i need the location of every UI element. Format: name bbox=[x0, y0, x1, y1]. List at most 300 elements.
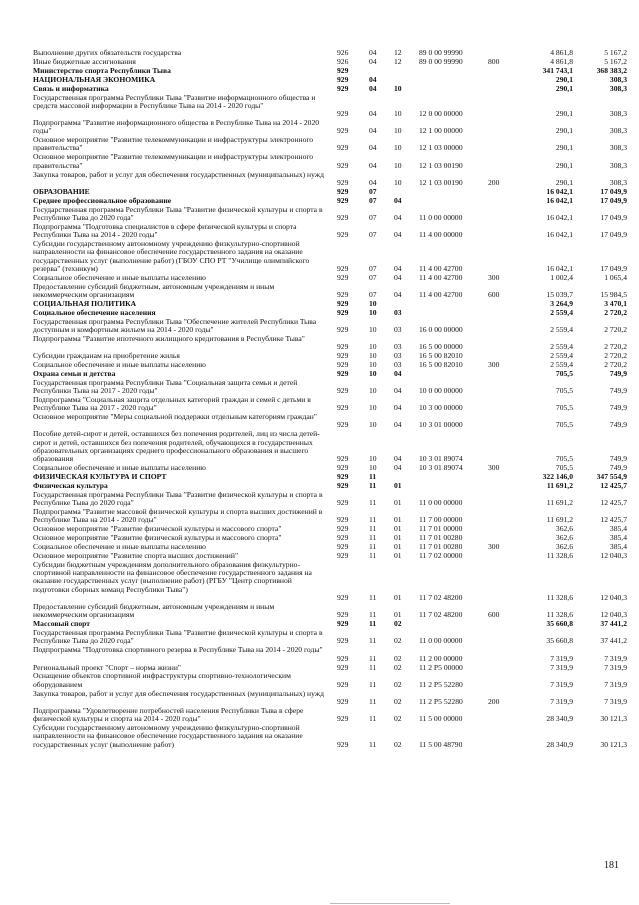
row-cell-c3: 04 bbox=[394, 212, 402, 222]
row-cell-c7: 7 319,9 bbox=[604, 662, 627, 672]
table-row bbox=[33, 136, 627, 153]
row-cell-c7: 37 441,2 bbox=[600, 636, 627, 646]
row-cell-c3: 04 bbox=[394, 368, 402, 378]
row-cell-c4: 11 4 00 42700 bbox=[419, 272, 463, 282]
row-cell-c6: 16 042,1 bbox=[546, 263, 573, 273]
row-cell-c1: 929 bbox=[337, 65, 349, 75]
row-name: Основное мероприятие "Меры социальной поддержки отдельным категориям граждан" bbox=[33, 412, 317, 422]
row-name: Иные бюджетные ассигнования bbox=[33, 56, 136, 66]
row-cell-c2: 10 bbox=[369, 351, 377, 361]
row-name: Пособие детей-сирот и детей, оставшихся без попечения родителей, лиц из числа детей-сирот и детей, оставшихся без попечения родителей, обучающихся в государственных образовательных организациях среднего профессионального образования и высшего образования bbox=[33, 429, 320, 464]
row-cell-c2: 10 bbox=[369, 420, 377, 430]
row-cell-c1: 926 bbox=[337, 56, 349, 66]
row-cell-c4: 10 0 00 00000 bbox=[419, 386, 463, 396]
row-cell-c2: 11 bbox=[369, 662, 377, 672]
row-cell-c1: 929 bbox=[337, 739, 349, 749]
row-name: НАЦИОНАЛЬНАЯ ЭКОНОМИКА bbox=[33, 74, 156, 84]
row-cell-c4: 16 0 00 00000 bbox=[419, 324, 463, 334]
row-cell-c6: 11 328,6 bbox=[546, 610, 573, 620]
row-cell-c2: 10 bbox=[369, 360, 377, 369]
row-cell-c7: 308,3 bbox=[609, 74, 627, 84]
row-cell-c1: 929 bbox=[337, 542, 349, 552]
row-cell-c7: 7 319,9 bbox=[604, 696, 627, 706]
row-cell-c6: 2 559,4 bbox=[550, 307, 573, 317]
row-cell-c6: 7 319,9 bbox=[550, 662, 573, 672]
row-name: Государственная программа Республики Тыва "Социальная защита семьи и детей Республики Тыва на 2017 - 2020 годы" bbox=[33, 377, 298, 396]
row-cell-c1: 929 bbox=[337, 619, 349, 629]
row-cell-c1: 929 bbox=[337, 186, 349, 196]
row-cell-c1: 929 bbox=[337, 533, 349, 543]
row-name: Основное мероприятие "Развитие телекоммуникации и инфраструктуры электронного правительства" bbox=[33, 152, 314, 170]
row-cell-c7: 3 470,1 bbox=[604, 298, 627, 308]
row-cell-c3: 12 bbox=[394, 56, 402, 66]
row-cell-c7: 385,4 bbox=[609, 542, 627, 552]
row-name: Подпрограмма "Развитие информационного общества в Республике Тыва на 2014 - 2020 годы" bbox=[33, 118, 320, 136]
row-cell-c3: 02 bbox=[394, 679, 402, 689]
row-cell-c7: 17 049,9 bbox=[600, 230, 627, 240]
row-cell-c3: 01 bbox=[394, 610, 402, 620]
row-cell-c4: 10 3 01 89074 bbox=[419, 454, 463, 464]
row-cell-c3: 04 bbox=[394, 272, 402, 282]
row-cell-c7: 308,3 bbox=[609, 143, 627, 153]
row-cell-c6: 16 042,1 bbox=[546, 212, 573, 222]
row-cell-c7: 2 720,2 bbox=[604, 351, 627, 361]
row-cell-c2: 11 bbox=[369, 610, 377, 620]
row-cell-c6: 7 319,9 bbox=[550, 653, 573, 663]
table-row bbox=[33, 119, 627, 136]
row-cell-c7: 749,9 bbox=[609, 368, 627, 378]
row-cell-c6: 290,1 bbox=[555, 109, 573, 119]
row-cell-c1: 929 bbox=[337, 403, 349, 413]
table-row bbox=[33, 309, 627, 317]
row-name: Основное мероприятие "Развитие телекоммуникации и инфраструктуры электронного правительства" bbox=[33, 135, 314, 153]
table-row bbox=[33, 58, 627, 66]
row-cell-c4: 11 4 00 42700 bbox=[419, 263, 463, 273]
table-row bbox=[33, 153, 627, 170]
row-name: ФИЗИЧЕСКАЯ КУЛЬТУРА И СПОРТ bbox=[33, 472, 167, 482]
row-cell-c3: 02 bbox=[394, 636, 402, 646]
row-cell-c3: 10 bbox=[394, 177, 402, 187]
row-cell-c4: 11 0 00 00000 bbox=[419, 212, 463, 222]
row-cell-c4: 16 5 00 82010 bbox=[419, 351, 463, 361]
row-cell-c6: 3 264,9 bbox=[550, 298, 573, 308]
row-cell-c7: 308,3 bbox=[609, 177, 627, 187]
row-cell-c6: 362,6 bbox=[555, 533, 573, 543]
row-cell-c1: 929 bbox=[337, 696, 349, 706]
row-cell-c3: 03 bbox=[394, 360, 402, 369]
row-cell-c5: 600 bbox=[488, 610, 500, 620]
row-cell-c3: 01 bbox=[394, 542, 402, 552]
row-cell-c2: 07 bbox=[369, 186, 377, 196]
row-cell-c4: 11 7 02 48200 bbox=[419, 610, 463, 620]
row-cell-c4: 10 3 01 00000 bbox=[419, 420, 463, 430]
table-row bbox=[33, 707, 627, 724]
row-cell-c6: 705,5 bbox=[555, 454, 573, 464]
row-cell-c6: 705,5 bbox=[555, 420, 573, 430]
row-cell-c4: 11 2 P5 52280 bbox=[419, 679, 463, 689]
row-cell-c1: 929 bbox=[337, 126, 349, 136]
row-cell-c2: 07 bbox=[369, 195, 377, 205]
row-cell-c2: 11 bbox=[369, 481, 377, 490]
scan-artifact bbox=[330, 903, 450, 904]
row-cell-c3: 04 bbox=[394, 386, 402, 396]
row-cell-c7: 308,3 bbox=[609, 83, 627, 93]
row-cell-c1: 929 bbox=[337, 386, 349, 396]
row-cell-c6: 290,1 bbox=[555, 74, 573, 84]
row-cell-c7: 5 167,2 bbox=[604, 56, 627, 66]
row-name: Связь и информатика bbox=[33, 83, 109, 93]
table-row bbox=[33, 672, 627, 689]
row-name: Подпрограмма "Развитие ипотечного жилищного кредитования в Республике Тыва" bbox=[33, 333, 305, 343]
row-cell-c4: 11 7 01 00280 bbox=[419, 533, 463, 543]
table-row bbox=[33, 240, 627, 273]
row-cell-c2: 04 bbox=[369, 74, 377, 84]
row-cell-c6: 2 559,4 bbox=[550, 342, 573, 352]
row-cell-c3: 02 bbox=[394, 653, 402, 663]
row-cell-c6: 322 146,0 bbox=[542, 472, 573, 482]
row-name: Подпрограмма "Подготовка спортивного резерва в Республике Тыва на 2014 - 2020 годы" bbox=[33, 645, 323, 655]
row-cell-c5: 300 bbox=[488, 272, 500, 282]
row-cell-c6: 28 340,9 bbox=[546, 739, 573, 749]
row-cell-c3: 01 bbox=[394, 481, 402, 490]
row-cell-c4: 11 2 P5 52280 bbox=[419, 696, 463, 706]
row-name: Социальное обеспечение и иные выплаты населению bbox=[33, 542, 206, 552]
row-cell-c1: 929 bbox=[337, 195, 349, 205]
row-cell-c4: 16 5 00 00000 bbox=[419, 342, 463, 352]
row-cell-c1: 929 bbox=[337, 515, 349, 525]
row-cell-c1: 929 bbox=[337, 368, 349, 378]
row-cell-c4: 11 7 01 00280 bbox=[419, 542, 463, 552]
row-cell-c3: 01 bbox=[394, 524, 402, 534]
table-row bbox=[33, 274, 627, 282]
row-name: Оснащение объектов спортивной инфраструктуры спортивно-технологическим оборудованием bbox=[33, 671, 291, 689]
row-cell-c7: 12 040,3 bbox=[600, 551, 627, 560]
row-cell-c3: 02 bbox=[394, 739, 402, 749]
row-cell-c1: 929 bbox=[337, 463, 349, 473]
row-cell-c2: 11 bbox=[369, 551, 377, 560]
table-row bbox=[33, 603, 627, 620]
row-cell-c7: 12 425,7 bbox=[600, 481, 627, 490]
row-cell-c3: 03 bbox=[394, 307, 402, 317]
row-cell-c5: 200 bbox=[488, 696, 500, 706]
table-row bbox=[33, 85, 627, 93]
row-name: Охрана семьи и детства bbox=[33, 368, 116, 378]
row-cell-c2: 04 bbox=[369, 83, 377, 93]
row-name: Основное мероприятие "Развитие физической культуры и массового спорта" bbox=[33, 533, 282, 543]
row-cell-c4: 12 1 03 00190 bbox=[419, 160, 463, 170]
row-cell-c3: 01 bbox=[394, 515, 402, 525]
row-cell-c2: 11 bbox=[369, 593, 377, 603]
table-row bbox=[33, 67, 627, 75]
row-cell-c7: 347 554,9 bbox=[596, 472, 627, 482]
row-cell-c3: 04 bbox=[394, 195, 402, 205]
row-cell-c1: 926 bbox=[337, 48, 349, 57]
row-cell-c7: 308,3 bbox=[609, 109, 627, 119]
row-cell-c1: 929 bbox=[337, 272, 349, 282]
row-cell-c3: 04 bbox=[394, 403, 402, 413]
row-cell-c4: 16 5 00 82010 bbox=[419, 360, 463, 369]
row-cell-c6: 16 042,1 bbox=[546, 186, 573, 196]
row-cell-c1: 929 bbox=[337, 324, 349, 334]
row-cell-c4: 11 7 02 48200 bbox=[419, 593, 463, 603]
row-cell-c2: 11 bbox=[369, 533, 377, 543]
row-cell-c2: 11 bbox=[369, 542, 377, 552]
row-cell-c3: 04 bbox=[394, 230, 402, 240]
row-cell-c7: 749,9 bbox=[609, 386, 627, 396]
row-cell-c3: 04 bbox=[394, 289, 402, 299]
row-cell-c7: 1 065,4 bbox=[604, 272, 627, 282]
row-cell-c7: 30 121,3 bbox=[600, 714, 627, 724]
row-name: Субсидии бюджетным учреждениям дополнительного образования физкультурно-спортивной направленности на финансовое обеспечение государственного задания на оказание государственных услуг (выполнение работ) (РГБУ "Центр спортивной подготовки сборных команд Республики Тыва") bbox=[33, 559, 312, 594]
row-cell-c1: 929 bbox=[337, 653, 349, 663]
row-cell-c6: 4 861,8 bbox=[550, 56, 573, 66]
table-row bbox=[33, 724, 627, 749]
row-cell-c1: 929 bbox=[337, 498, 349, 508]
row-cell-c2: 10 bbox=[369, 454, 377, 464]
table-row bbox=[33, 413, 627, 430]
row-cell-c1: 929 bbox=[337, 454, 349, 464]
row-cell-c2: 11 bbox=[369, 714, 377, 724]
row-cell-c6: 705,5 bbox=[555, 386, 573, 396]
row-cell-c5: 300 bbox=[488, 542, 500, 552]
row-cell-c7: 385,4 bbox=[609, 524, 627, 534]
row-cell-c2: 10 bbox=[369, 403, 377, 413]
row-name: Субсидии государственному автономному учреждению физкультурно-спортивной направленности на финансовое обеспечение государственного задания на оказание государственных услуг (выполнение работ) (ГБОУ СПО РТ "Училище олимпийского резерва" (техникум) bbox=[33, 239, 310, 273]
table-row bbox=[33, 223, 627, 240]
row-cell-c6: 2 559,4 bbox=[550, 360, 573, 369]
table-row bbox=[33, 283, 627, 300]
page-number: 181 bbox=[604, 860, 619, 871]
row-cell-c4: 11 4 00 00000 bbox=[419, 230, 463, 240]
row-cell-c6: 1 002,4 bbox=[550, 272, 573, 282]
row-cell-c7: 17 049,9 bbox=[600, 212, 627, 222]
row-name: Основное мероприятие "Развитие спорта высших достижений" bbox=[33, 551, 239, 560]
row-cell-c1: 929 bbox=[337, 714, 349, 724]
row-cell-c6: 341 743,1 bbox=[542, 65, 573, 75]
row-cell-c1: 929 bbox=[337, 143, 349, 153]
row-name: Государственная программа Республики Тыва "Развитие физической культуры и спорта в Республике Тыва до 2020 года" bbox=[33, 628, 323, 646]
row-cell-c3: 03 bbox=[394, 342, 402, 352]
row-name: Государственная программа Республики Тыва "Обеспечение жителей Республики Тыва доступным и комфортным жильем на 2014 - 2020 годы" bbox=[33, 316, 317, 334]
row-cell-c1: 929 bbox=[337, 83, 349, 93]
row-name: Социальное обеспечение и иные выплаты населению bbox=[33, 360, 206, 369]
row-cell-c7: 37 441,2 bbox=[600, 619, 627, 629]
row-cell-c5: 600 bbox=[488, 289, 500, 299]
row-cell-c2: 07 bbox=[369, 212, 377, 222]
row-cell-c7: 2 720,2 bbox=[604, 360, 627, 369]
row-cell-c1: 929 bbox=[337, 230, 349, 240]
row-cell-c1: 929 bbox=[337, 351, 349, 361]
row-cell-c2: 04 bbox=[369, 56, 377, 66]
row-cell-c6: 11 328,6 bbox=[546, 551, 573, 560]
row-cell-c1: 929 bbox=[337, 420, 349, 430]
row-cell-c2: 11 bbox=[369, 524, 377, 534]
row-cell-c7: 2 720,2 bbox=[604, 342, 627, 352]
row-cell-c3: 10 bbox=[394, 160, 402, 170]
row-cell-c3: 04 bbox=[394, 454, 402, 464]
row-name: Подпрограмма "Подготовка специалистов в сфере физической культуры и спорта Республики Тыва на 2014 - 2020 годы" bbox=[33, 221, 297, 240]
table-row bbox=[33, 94, 627, 119]
row-cell-c7: 17 049,9 bbox=[600, 195, 627, 205]
row-cell-c1: 929 bbox=[337, 263, 349, 273]
row-cell-c7: 385,4 bbox=[609, 533, 627, 543]
table-row bbox=[33, 171, 627, 188]
row-name: Социальное обеспечение и иные выплаты населению bbox=[33, 463, 206, 473]
row-cell-c6: 290,1 bbox=[555, 177, 573, 187]
row-name: Государственная программа Республики Тыва "Развитие физической культуры и спорта в Республике Тыва до 2020 года" bbox=[33, 489, 323, 508]
row-cell-c2: 10 bbox=[369, 368, 377, 378]
row-cell-c7: 749,9 bbox=[609, 463, 627, 473]
row-cell-c5: 200 bbox=[488, 177, 500, 187]
table-row bbox=[33, 318, 627, 335]
row-cell-c6: 16 042,1 bbox=[546, 230, 573, 240]
row-cell-c1: 929 bbox=[337, 74, 349, 84]
row-cell-c2: 04 bbox=[369, 109, 377, 119]
row-cell-c1: 929 bbox=[337, 551, 349, 560]
row-cell-c4: 12 1 03 00000 bbox=[419, 143, 463, 153]
table-row bbox=[33, 629, 627, 646]
row-cell-c2: 10 bbox=[369, 463, 377, 473]
row-cell-c2: 11 bbox=[369, 636, 377, 646]
row-cell-c6: 11 328,6 bbox=[546, 593, 573, 603]
row-cell-c2: 11 bbox=[369, 515, 377, 525]
row-name: Государственная программа Республики Тыва "Развитие информационного общества и средств массовой информации в Республике Тыва на 2014 - 2020 годы" bbox=[33, 92, 316, 110]
row-cell-c6: 290,1 bbox=[555, 126, 573, 136]
row-cell-c4: 11 7 00 00000 bbox=[419, 515, 463, 525]
row-cell-c3: 04 bbox=[394, 463, 402, 473]
row-name: Государственная программа Республики Тыва "Развитие физической культуры и спорта в Республике Тыва до 2020 года" bbox=[33, 204, 323, 222]
row-cell-c3: 04 bbox=[394, 420, 402, 430]
row-cell-c7: 749,9 bbox=[609, 454, 627, 464]
table-row bbox=[33, 76, 627, 84]
row-name: Субсидии гражданам на приобретение жилья bbox=[33, 351, 180, 361]
row-cell-c6: 290,1 bbox=[555, 143, 573, 153]
row-cell-c6: 705,5 bbox=[555, 463, 573, 473]
row-cell-c7: 749,9 bbox=[609, 403, 627, 413]
row-cell-c3: 02 bbox=[394, 619, 402, 629]
row-cell-c6: 362,6 bbox=[555, 542, 573, 552]
table-row bbox=[33, 561, 627, 603]
row-cell-c3: 10 bbox=[394, 83, 402, 93]
row-cell-c3: 01 bbox=[394, 593, 402, 603]
row-cell-c3: 03 bbox=[394, 351, 402, 361]
row-name: Закупка товаров, работ и услуг для обеспечения государственных (муниципальных) нужд bbox=[33, 688, 324, 698]
row-cell-c4: 11 0 00 00000 bbox=[419, 498, 463, 508]
row-cell-c4: 12 1 03 00190 bbox=[419, 177, 463, 187]
row-cell-c6: 35 660,8 bbox=[546, 636, 573, 646]
row-cell-c6: 2 559,4 bbox=[550, 351, 573, 361]
row-cell-c7: 12 040,3 bbox=[600, 593, 627, 603]
row-cell-c1: 929 bbox=[337, 472, 349, 482]
row-cell-c4: 12 1 00 00000 bbox=[419, 126, 463, 136]
table-row bbox=[33, 300, 627, 308]
row-cell-c4: 11 7 02 00000 bbox=[419, 551, 463, 560]
row-cell-c1: 929 bbox=[337, 160, 349, 170]
row-cell-c1: 929 bbox=[337, 524, 349, 534]
row-cell-c4: 12 0 00 00000 bbox=[419, 109, 463, 119]
row-name: Предоставление субсидий бюджетным, автономным учреждениям и иным некоммерческим организациям bbox=[33, 281, 275, 299]
table-row bbox=[33, 361, 627, 369]
row-cell-c2: 07 bbox=[369, 263, 377, 273]
row-cell-c7: 2 720,2 bbox=[604, 324, 627, 334]
row-cell-c7: 749,9 bbox=[609, 420, 627, 430]
table-row bbox=[33, 508, 627, 525]
row-cell-c3: 12 bbox=[394, 48, 402, 57]
row-cell-c5: 300 bbox=[488, 360, 500, 369]
row-cell-c3: 10 bbox=[394, 143, 402, 153]
row-name: Субсидии государственному автономному учреждению физкультурно-спортивной направленности на финансовое обеспечение государственного задания на оказание государственных услуг (выполнение работ) bbox=[33, 723, 303, 749]
row-cell-c6: 705,5 bbox=[555, 368, 573, 378]
row-cell-c4: 11 0 00 00000 bbox=[419, 636, 463, 646]
row-cell-c6: 16 042,1 bbox=[546, 195, 573, 205]
row-cell-c6: 7 319,9 bbox=[550, 679, 573, 689]
row-cell-c1: 929 bbox=[337, 289, 349, 299]
row-cell-c4: 10 3 00 00000 bbox=[419, 403, 463, 413]
row-name: Основное мероприятие "Развитие физической культуры и массового спорта" bbox=[33, 524, 282, 534]
row-name: Социальное обеспечение и иные выплаты населению bbox=[33, 272, 206, 282]
row-cell-c2: 10 bbox=[369, 386, 377, 396]
row-name: Социальное обеспечение населения bbox=[33, 307, 156, 317]
row-cell-c2: 04 bbox=[369, 177, 377, 187]
row-cell-c6: 705,5 bbox=[555, 403, 573, 413]
row-cell-c6: 28 340,9 bbox=[546, 714, 573, 724]
row-cell-c2: 10 bbox=[369, 307, 377, 317]
row-name: Подпрограмма "Удовлетворение потребностей населения Республики Тыва в сфере физической культуры и спорта на 2014 - 2020 годы" bbox=[33, 705, 304, 724]
row-name: Выполнение других обязательств государства bbox=[33, 48, 182, 57]
row-cell-c7: 12 425,7 bbox=[600, 498, 627, 508]
row-cell-c1: 929 bbox=[337, 342, 349, 352]
row-cell-c1: 929 bbox=[337, 212, 349, 222]
row-cell-c2: 10 bbox=[369, 298, 377, 308]
row-cell-c1: 929 bbox=[337, 109, 349, 119]
row-cell-c3: 03 bbox=[394, 324, 402, 334]
row-cell-c4: 11 2 P5 00000 bbox=[419, 662, 463, 672]
row-cell-c7: 17 049,9 bbox=[600, 263, 627, 273]
table-row bbox=[33, 335, 627, 352]
table-row bbox=[33, 491, 627, 508]
row-name: Массовый спорт bbox=[33, 619, 91, 629]
row-cell-c7: 308,3 bbox=[609, 126, 627, 136]
row-cell-c6: 7 319,9 bbox=[550, 696, 573, 706]
row-name: Предоставление субсидий бюджетным, автономным учреждениям и иным некоммерческим организациям bbox=[33, 602, 275, 620]
row-cell-c7: 12 425,7 bbox=[600, 515, 627, 525]
row-cell-c2: 11 bbox=[369, 472, 377, 482]
row-cell-c6: 4 861,8 bbox=[550, 48, 573, 57]
row-cell-c6: 35 660,8 bbox=[546, 619, 573, 629]
table-row bbox=[33, 188, 627, 196]
row-cell-c7: 7 319,9 bbox=[604, 653, 627, 663]
row-cell-c3: 10 bbox=[394, 126, 402, 136]
row-cell-c1: 929 bbox=[337, 679, 349, 689]
row-cell-c7: 30 121,3 bbox=[600, 739, 627, 749]
row-cell-c5: 300 bbox=[488, 463, 500, 473]
row-cell-c4: 11 7 01 00000 bbox=[419, 524, 463, 534]
row-cell-c6: 15 039,7 bbox=[546, 289, 573, 299]
row-cell-c4: 11 2 00 00000 bbox=[419, 653, 463, 663]
row-cell-c4: 11 4 00 42700 bbox=[419, 289, 463, 299]
row-cell-c1: 929 bbox=[337, 610, 349, 620]
row-cell-c6: 11 691,2 bbox=[546, 498, 573, 508]
row-cell-c2: 04 bbox=[369, 160, 377, 170]
table-row bbox=[33, 379, 627, 396]
row-cell-c4: 89 0 00 99990 bbox=[419, 48, 463, 57]
row-cell-c6: 362,6 bbox=[555, 524, 573, 534]
table-row bbox=[33, 690, 627, 707]
row-name: Подпрограмма "Развитие массовой физической культуры и спорта высших достижений в Республике Тыва на 2014 - 2020 годы" bbox=[33, 507, 323, 525]
row-cell-c2: 07 bbox=[369, 272, 377, 282]
row-name: Подпрограмма "Социальная защита отдельных категорий граждан и семей с детьми в Республике Тыва на 2017 - 2020 годы" bbox=[33, 395, 311, 413]
row-cell-c3: 02 bbox=[394, 714, 402, 724]
